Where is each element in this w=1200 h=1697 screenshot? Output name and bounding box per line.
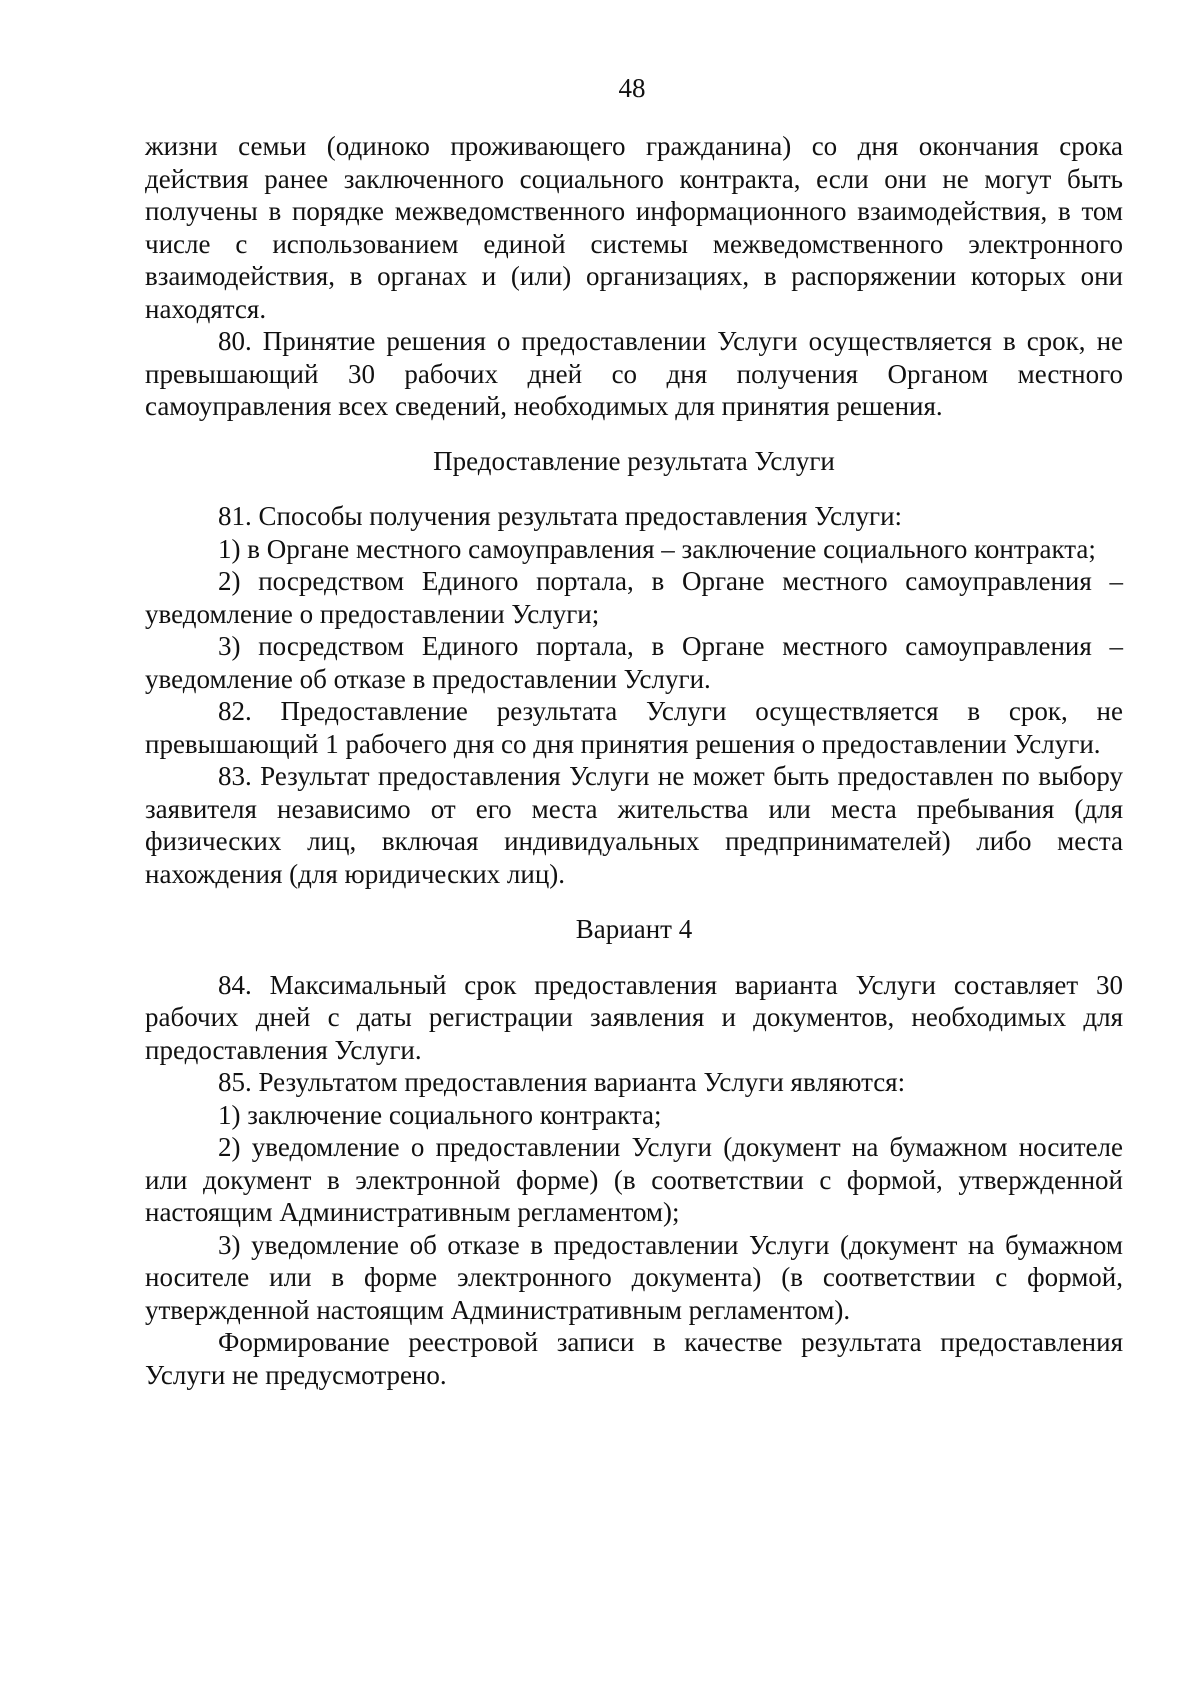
paragraph-85-item-3: 3) уведомление об отказе в предоставлении Услуги (документ на бумажном носителе или в форме электронного документа) (в соответствии с формой, утвержденной настоящим Административным регламентом).	[145, 1229, 1123, 1325]
section-heading-result: Предоставление результата Услуги	[433, 445, 835, 476]
paragraph-continuation: жизни семьи (одиноко проживающего гражданина) со дня окончания срока действия ранее заключенного социального контракта, если они не могут быть получены в порядке межведомственного информационного взаимодействия, в том числе с использованием единой системы межведомственного электронного взаимодействия, в органах и (или) организациях, в распоряжении которых они находятся.	[145, 131, 1123, 324]
paragraph-81-item-1: 1) в Органе местного самоуправления – заключение социального контракта;	[218, 533, 1096, 564]
paragraph-81-item-3: 3) посредством Единого портала, в Органе местного самоуправления – уведомление об отказе в предоставлении Услуги.	[145, 631, 1123, 694]
paragraph-85-item-2: 2) уведомление о предоставлении Услуги (документ на бумажном носителе или документ в электронной форме) (в соответствии с формой, утвержденной настоящим Административным регламентом);	[145, 1132, 1123, 1227]
paragraph-80: 80. Принятие решения о предоставлении Услуги осуществляется в срок, не превышающий 30 рабочих дней со дня получения Органом местного самоуправления всех сведений, необходимых для принятия решения.	[145, 326, 1123, 421]
paragraph-81-item-2: 2) посредством Единого портала, в Органе местного самоуправления – уведомление о предоставлении Услуги;	[145, 566, 1123, 629]
document-body	[145, 130, 1123, 1391]
paragraph-83: 83. Результат предоставления Услуги не может быть предоставлен по выбору заявителя независимо от его места жительства или места пребывания (для физических лиц, включая индивидуальных предпринимателей) либо места нахождения (для юридических лиц).	[145, 761, 1123, 889]
paragraph-81: 81. Способы получения результата предоставления Услуги:	[218, 501, 903, 531]
paragraph-82: 82. Предоставление результата Услуги осуществляется в срок, не превышающий 1 рабочего дня со дня принятия решения о предоставлении Услуги.	[145, 696, 1123, 759]
paragraph-85-item-1: 1) заключение социального контракта;	[218, 1099, 662, 1130]
page-number: 48	[618, 73, 646, 103]
section-heading-variant-4: Вариант 4	[575, 914, 693, 944]
paragraph-85: 85. Результатом предоставления варианта Услуги являются:	[218, 1067, 906, 1097]
paragraph-registry-note: Формирование реестровой записи в качестве результата предоставления Услуги не предусмотрено.	[145, 1327, 1123, 1390]
paragraph-84: 84. Максимальный срок предоставления варианта Услуги составляет 30 рабочих дней с даты регистрации заявления и документов, необходимых для предоставления Услуги.	[145, 969, 1123, 1065]
